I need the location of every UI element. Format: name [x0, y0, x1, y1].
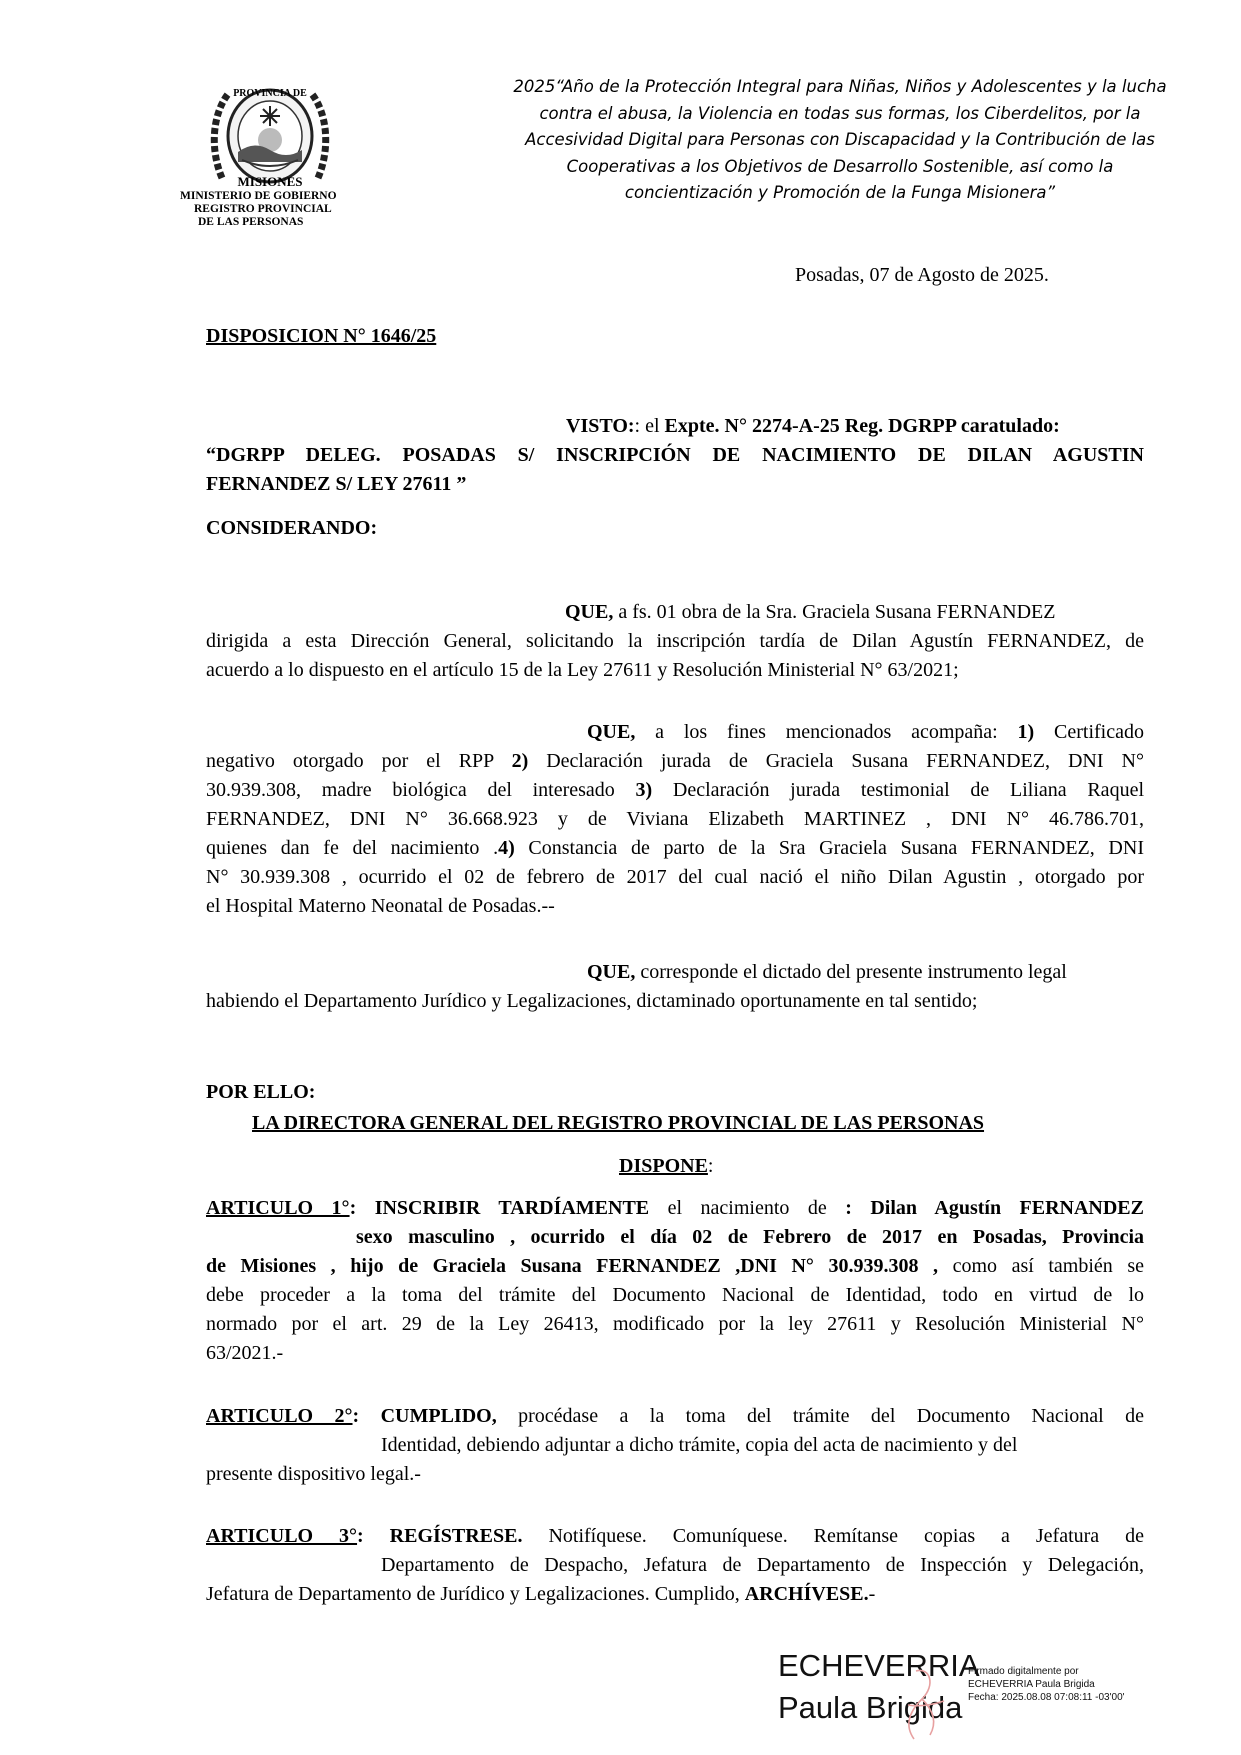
motto-line: Accesividad Digital para Personas con Discapacidad y la Contribución de las: [525, 130, 1155, 149]
article-2: ARTICULO 2°: CUMPLIDO, procédase a la toma del trámite del Documento Nacional de Identidad, debiendo adjuntar a dicho trámite, copia del acta de nacimiento y del presente dispositivo legal.-: [206, 1405, 1144, 1485]
province-seal-logo: [208, 80, 332, 192]
ministry-line: REGISTRO PROVINCIAL: [194, 203, 332, 215]
dispone-heading: DISPONE:: [619, 1155, 714, 1177]
article-2-label: ARTICULO 2°: [206, 1405, 353, 1427]
ministry-line: DE LAS PERSONAS: [198, 216, 304, 228]
signature-metadata: Firmado digitalmente por ECHEVERRIA Paula Brigida Fecha: 2025.08.08 07:08:11 -03'00': [968, 1666, 1125, 1703]
motto-line: Cooperativas a los Objetivos de Desarrollo Sostenible, así como la: [566, 156, 1114, 176]
ministry-heading: [180, 190, 360, 229]
visto-line: “DGRPP DELEG. POSADAS S/ INSCRIPCIÓN DE NACIMIENTO DE DILAN AGUSTIN: [206, 444, 1144, 466]
digital-signature: [778, 1645, 1198, 1745]
signature-scribble-icon: [896, 1665, 956, 1745]
que-paragraph-3: QUE, corresponde el dictado del presente instrumento legal habiendo el Departamento Jurídico y Legalizaciones, dictaminado oportunamente en tal sentido;: [206, 961, 1067, 1012]
signer-name: ECHEVERRIA Paula Brigida: [778, 1648, 980, 1725]
considerando-heading: CONSIDERANDO:: [206, 517, 378, 539]
motto-line: concientización y Promoción de la Funga Misionera”: [624, 183, 1056, 202]
visto-label: VISTO:: [566, 415, 635, 437]
disposition-title: DISPOSICION N° 1646/25: [206, 325, 437, 347]
seal-top-text: PROVINCIA DE: [233, 88, 307, 99]
visto-line: FERNANDEZ S/ LEY 27611 ”: [206, 473, 467, 495]
ministry-line: MINISTERIO DE GOBIERNO: [180, 190, 337, 202]
article-3-label: ARTICULO 3°: [206, 1525, 358, 1547]
directora-heading: LA DIRECTORA GENERAL DEL REGISTRO PROVINCIAL DE LAS PERSONAS: [252, 1112, 985, 1134]
visto-paragraph: VISTO:: el Expte. N° 2274-A-25 Reg. DGRPP caratulado: “DGRPP DELEG. POSADAS S/ INSCRIPCIÓN DE NACIMIENTO DE DILAN AGUSTIN FERNANDEZ S/ LEY 27611 ”: [206, 412, 1144, 499]
document-date: Posadas, 07 de Agosto de 2025.: [795, 264, 1049, 286]
que-paragraph-1: QUE, a fs. 01 obra de la Sra. Graciela Susana FERNANDEZ dirigida a esta Dirección General, solicitando la inscripción tardía de Dilan Agustín FERNANDEZ, de acuerdo a lo dispuesto en el artículo 15 de la Ley 27611 y Resolución Ministerial N° 63/2021;: [206, 601, 1144, 681]
que-paragraph-2: QUE, a los fines mencionados acompaña: 1) Certificado negativo otorgado por el RPP 2) Declaración jurada de Graciela Susana FERNANDEZ, DNI N° 30.939.308, madre biológica del interesado 3) Declaración jurada testimonial de Liliana Raquel FERNANDEZ, DNI N° 36.668.923 y de Viviana Elizabeth MARTINEZ , DNI N° 46.786.701, quienes dan fe del nacimiento .4) Constancia de parto de la Sra Graciela Susana FERNANDEZ, DNI N° 30.939.308 , ocurrido el 02 de febrero de 2017 del cual nació el niño Dilan Agustin , otorgado por el Hospital Materno Neonatal de Posadas.--: [206, 721, 1144, 917]
article-1-label: ARTICULO 1°: [206, 1197, 350, 1219]
motto-line: 2025“Año de la Protección Integral para Niñas, Niños y Adolescentes y la lucha: [513, 77, 1167, 96]
article-3: ARTICULO 3°: REGÍSTRESE. Notifíquese. Comuníquese. Remítanse copias a Jefatura de Departamento de Despacho, Jefatura de Departamento de Inspección y Delegación, Jefatura de Departamento de Jurídico y Legalizaciones. Cumplido, ARCHÍVESE.-: [206, 1525, 1144, 1605]
year-motto: [480, 74, 1200, 207]
por-ello-heading: POR ELLO:: [206, 1081, 316, 1103]
seal-bottom-text: MISIONES: [237, 174, 303, 189]
article-1: ARTICULO 1°: INSCRIBIR TARDÍAMENTE el nacimiento de : Dilan Agustín FERNANDEZ sexo masculino , ocurrido el día 02 de Febrero de 2017 en Posadas, Provincia de Misiones , hijo de Graciela Susana FERNANDEZ ,DNI N° 30.939.308 , como así también se debe proceder a la toma del trámite del Documento Nacional de Identidad, todo en virtud de lo normado por el art. 29 de la Ley 26413, modificado por la ley 27611 y Resolución Ministerial N° 63/2021.-: [206, 1197, 1145, 1364]
motto-line: contra el abusa, la Violencia en todas sus formas, los Ciberdelitos, por la: [539, 103, 1141, 123]
